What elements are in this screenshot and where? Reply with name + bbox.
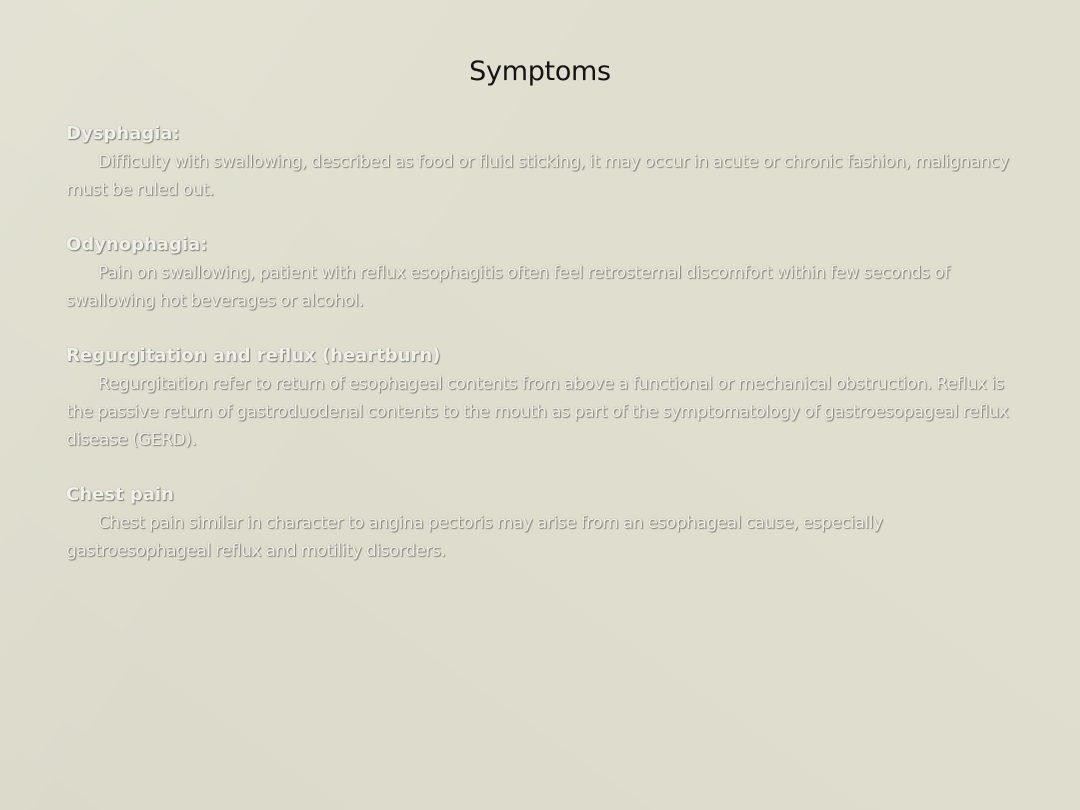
section-heading: Odynophagia: — [66, 234, 208, 255]
section-heading: Regurgitation and reflux (heartburn) — [66, 345, 441, 366]
section-chest-pain — [66, 481, 1016, 565]
section-text: Regurgitation refer to return of esophageal contents from above a functional or mechanical obstruction. Reflux is the passive return of gastroduodenal contents to the mouth as part of the symptomatology of gastroesopageal reflux disease (GERD). — [66, 374, 1009, 450]
section-odynophagia — [66, 231, 1016, 315]
section-heading: Dysphagia: — [66, 123, 180, 144]
section-text: Difficulty with swallowing, described as food or fluid sticking, it may occur in acute or chronic fashion, malignancy must be ruled out. — [66, 152, 1009, 200]
section-regurgitation — [66, 342, 1016, 454]
section-dysphagia — [66, 120, 1016, 204]
slide-content — [66, 120, 1016, 592]
section-heading: Chest pain — [66, 484, 174, 505]
section-text: Pain on swallowing, patient with reflux esophagitis often feel retrosternal discomfort within few seconds of swallowing hot beverages or alcohol. — [66, 263, 950, 311]
slide-title: Symptoms — [469, 56, 611, 87]
section-text: Chest pain similar in character to angina pectoris may arise from an esophageal cause, especially gastroesophageal reflux and motility disorders. — [66, 513, 883, 561]
